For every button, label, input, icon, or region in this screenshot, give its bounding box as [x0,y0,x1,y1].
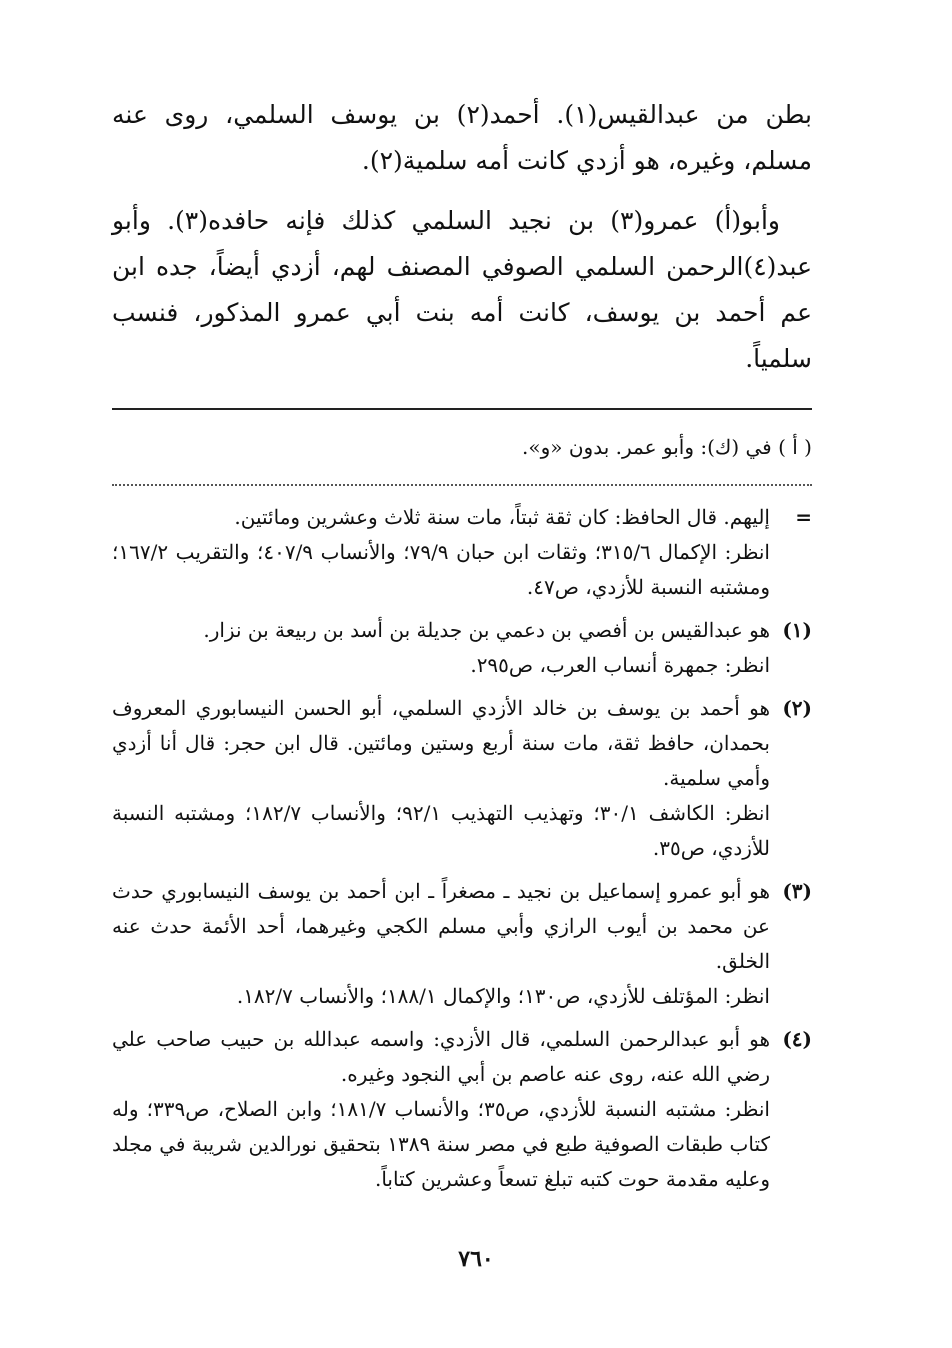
footnote-number: (١) [782,618,812,642]
footnote-line: هو عبدالقيس بن أفصي بن دعمي بن جديلة بن أسد بن ربيعة بن نزار. [203,618,770,642]
footnote-number: (٢) [782,696,812,720]
footnote-4 [112,1022,812,1197]
main-text [112,92,812,382]
footnote-number: (٣) [782,879,812,903]
footnote-body [112,613,770,683]
page-number: ٧٦٠ [458,1246,494,1272]
footnote-3 [112,874,812,1014]
footnote-line: انظر: جمهرة أنساب العرب، ص٢٩٥. [470,653,770,677]
footnote-body [112,691,770,866]
continued-footnote [112,500,812,605]
variant-note-marker: ( أ ) [778,435,812,459]
main-paragraph-1: بطن من عبدالقيس(١). أحمد(٢) بن يوسف السلمي، روى عنه مسلم، وغيره، هو أزدي كانت أمه سلمية(٢). [112,100,812,175]
continued-footnote-marker: = [795,505,812,529]
main-paragraph-2: وأبو(أ) عمرو(٣) بن نجيد السلمي كذلك فإنه حافده(٣). وأبو عبد(٤)الرحمن السلمي الصوفي المصنف لهم، أزدي أيضاً، جده ابن عم أحمد بن يوسف، كانت أمه بنت أبي عمرو المذكور، فنسب سلمياً. [112,206,812,373]
continued-footnote-line: إليهم. قال الحافظ: كان ثقة ثبتاً، مات سنة ثلاث وعشرين ومائتين. [234,505,770,529]
footnote-line: هو أبو عمرو إسماعيل بن نجيد ـ مصغراً ـ ابن أحمد بن يوسف النيسابوري حدث عن محمد بن أيوب الرازي وأبي مسلم الكجي وغيرهما، أحد الأئمة حدث عنه الخلق. [112,879,770,973]
footnote-2 [112,691,812,866]
footnote-line: انظر: مشتبه النسبة للأزدي، ص٣٥؛ والأنساب ١٨١/٧؛ وابن الصلاح، ص٣٣٩؛ وله كتاب طبقات الصوفية طبع في مصر سنة ١٣٨٩ بتحقيق نورالدين شريبة في مجلد وعليه مقدمة حوت كتبه تبلغ تسعاً وعشرين كتاباً. [112,1097,771,1191]
continued-footnote-body [112,500,770,605]
footnote-number: (٤) [782,1027,812,1051]
dotted-separator [112,484,812,486]
footnote-1 [112,613,812,683]
variant-note [112,430,812,464]
footnote-line: انظر: الكاشف ٣٠/١؛ وتهذيب التهذيب ٩٢/١؛ والأنساب ١٨٢/٧؛ ومشتبه النسبة للأزدي، ص٣٥. [112,801,770,860]
footnote-body [112,874,770,1014]
footnote-line: هو أحمد بن يوسف بن خالد الأزدي السلمي، أبو الحسن النيسابوري المعروف بحمدان، حافظ ثقة، مات سنة أربع وستين ومائتين. قال ابن حجر: قال أنا أزدي وأمي سلمية. [112,696,770,790]
page-content [112,92,812,1205]
footnote-separator [112,408,812,410]
variant-note-text: في (ك): وأبو عمر. بدون «و». [522,435,772,459]
continued-footnote-line: انظر: الإكمال ٣١٥/٦؛ وثقات ابن حبان ٧٩/٩؛ والأنساب ٤٠٧/٩؛ والتقريب ١٦٧/٢؛ ومشتبه النسبة للأزدي، ص٤٧. [112,540,770,599]
footnote-line: انظر: المؤتلف للأزدي، ص١٣٠؛ والإكمال ١٨٨/١؛ والأنساب ١٨٢/٧. [236,984,770,1008]
footnote-body [112,1022,770,1197]
footnote-line: هو أبو عبدالرحمن السلمي، قال الأزدي: واسمه عبدالله بن حبيب صاحب علي رضي الله عنه، روى عنه عاصم بن أبي النجود وغيره. [112,1027,770,1086]
